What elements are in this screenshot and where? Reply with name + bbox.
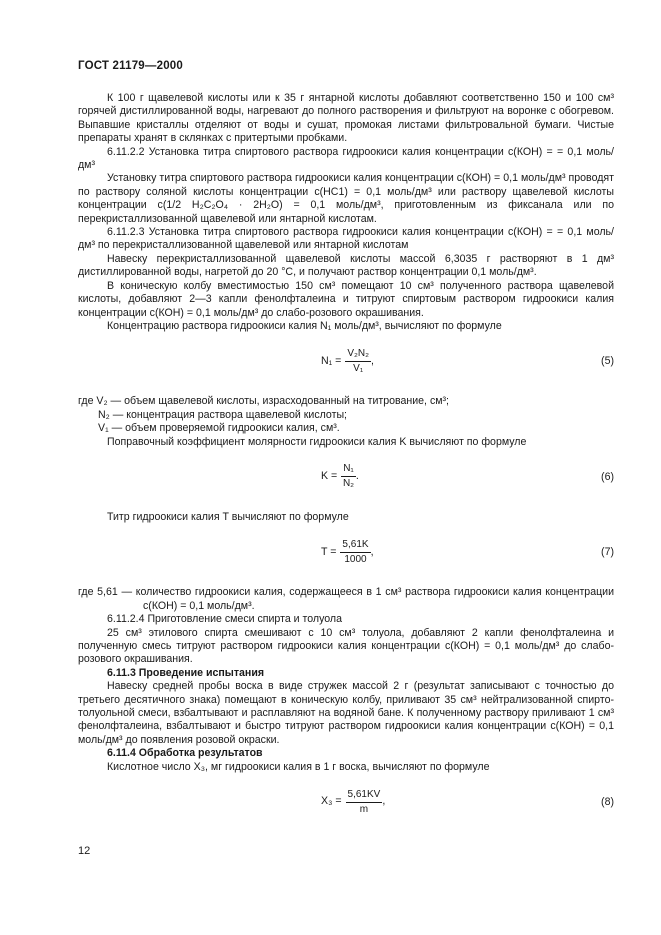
section-heading: 6.11.4 Обработка результатов	[107, 747, 263, 760]
formula-tail: ,	[371, 354, 374, 367]
paragraph: Установку титра спиртового раствора гидроокиси калия концентрации c(КОН) = 0,1 моль/дм³ проводят по раствору соляной кислоты концентрации c(HC1) = 0,1 моль/дм³ или раствору щавелевой кислоты концентрации c(1/2 H₂C₂O₄ · 2H₂O) = 0,1 моль/дм³, приготовленным из фиксанала или по перекристаллизованной щавелевой или янтарной кислотам.	[78, 172, 614, 225]
page-header: ГОСТ 21179—2000	[78, 60, 183, 72]
formula-denominator: V₁	[353, 362, 364, 374]
formula-number: (6)	[601, 470, 614, 483]
formula-6	[78, 455, 614, 505]
formula-lhs: N₁ =	[321, 354, 342, 367]
page-number: 12	[78, 845, 91, 857]
formula-numerator: N₁	[341, 463, 356, 477]
formula-numerator: V₂N₂	[345, 348, 371, 362]
formula-8	[78, 780, 614, 830]
paragraph: К 100 г щавелевой кислоты или к 35 г янтарной кислоты добавляют соответственно 150 и 100 см³ горячей дистиллированной воды, нагревают до полного растворения и фильтруют на воронке с обогревом. Выпавшие кристаллы отделяют от воды и сушат, промокая листами фильтровальной бумаги. Чистые препараты хранят в склянках с притертыми пробками.	[78, 92, 614, 145]
formula-lhs: K =	[321, 470, 338, 483]
paragraph: В коническую колбу вместимостью 150 см³ помещают 10 см³ полученного раствора щавелевой кислоты, добавляют 2—3 капли фенолфталеина и титруют спиртовым раствором гидроокиси калия концентрации c(КОН) = 0,1 моль/дм³ до слабо-розового окрашивания.	[78, 279, 614, 319]
where-line: где 5,61 — количество гидроокиси калия, содержащееся в 1 см³ раствора гидроокиси калия концентрации c(КОН) = 0,1 моль/дм³.	[78, 586, 614, 612]
where-line: где V₂ — объем щавелевой кислоты, израсходованный на титрование, см³;	[78, 395, 449, 408]
paragraph: Навеску средней пробы воска в виде стружек массой 2 г (результат записывают с точностью до третьего десятичного знака) помещают в коническую колбу, приливают 35 см³ нейтрализованной спирто-толуольной смеси, взбалтывают и расплавляют на водяной бане. К полученному раствору приливают 1 см³ фенолфталеина, взбалтывают и быстро титруют раствором гидроокиси калия концентрации c(КОН) = 0,1 моль/дм³ до появления розовой окраски.	[78, 680, 614, 746]
subsection-heading: 6.11.2.2 Установка титра спиртового раствора гидроокиси калия концентрации c(КОН) = = 0,1 моль/дм³	[78, 145, 614, 172]
formula-tail: ,	[382, 795, 386, 808]
formula-7	[78, 530, 614, 580]
formula-lhs: T =	[321, 545, 337, 558]
formula-5	[78, 339, 614, 389]
formula-denominator: N₂	[342, 478, 355, 490]
paragraph: Кислотное число X₃, мг гидроокиси калия в 1 г воска, вычисляют по формуле	[107, 760, 490, 773]
formula-numerator: 5,61KV	[346, 789, 383, 803]
formula-denominator: m	[359, 803, 369, 815]
formula-tail: ,	[370, 545, 374, 558]
paragraph: Титр гидроокиси калия T вычисляют по формуле	[107, 510, 349, 523]
page-body	[78, 92, 614, 836]
paragraph: 25 см³ этилового спирта смешивают с 10 см³ толуола, добавляют 2 капли фенолфталеина и полученную смесь титруют раствором гидроокиси калия концентрации c(КОН) = 0,1 моль/дм³ до слабо-розового окрашивания.	[78, 626, 614, 666]
formula-number: (7)	[601, 546, 614, 559]
paragraph: Навеску перекристаллизованной щавелевой кислоты массой 6,3035 г растворяют в 1 дм³ дистиллированной воды, нагретой до 20 °С, и получают раствор концентрации 0,1 моль/дм³.	[78, 252, 614, 279]
formula-numerator: 5,61K	[340, 539, 370, 553]
formula-lhs: X₃ =	[321, 795, 342, 808]
subsection-heading: 6.11.2.3 Установка титра спиртового раствора гидроокиси калия концентрации c(КОН) = = 0,1 моль/дм³ по перекристаллизованной щавелевой или янтарной кислотам	[78, 226, 614, 252]
paragraph: Концентрацию раствора гидроокиси калия N₁ моль/дм³, вычисляют по формуле	[107, 319, 502, 332]
formula-denominator: 1000	[344, 553, 367, 565]
where-line: V₁ — объем проверяемой гидроокиси калия, см³.	[98, 422, 340, 435]
formula-number: (8)	[601, 796, 614, 809]
formula-number: (5)	[601, 355, 614, 368]
paragraph: Поправочный коэффициент молярности гидроокиси калия K вычисляют по формуле	[107, 435, 527, 448]
formula-tail: .	[355, 470, 359, 483]
section-heading: 6.11.3 Проведение испытания	[107, 666, 265, 679]
where-line: N₂ — концентрация раствора щавелевой кислоты;	[98, 408, 347, 421]
subsection-heading: 6.11.2.4 Приготовление смеси спирта и толуола	[107, 613, 342, 626]
